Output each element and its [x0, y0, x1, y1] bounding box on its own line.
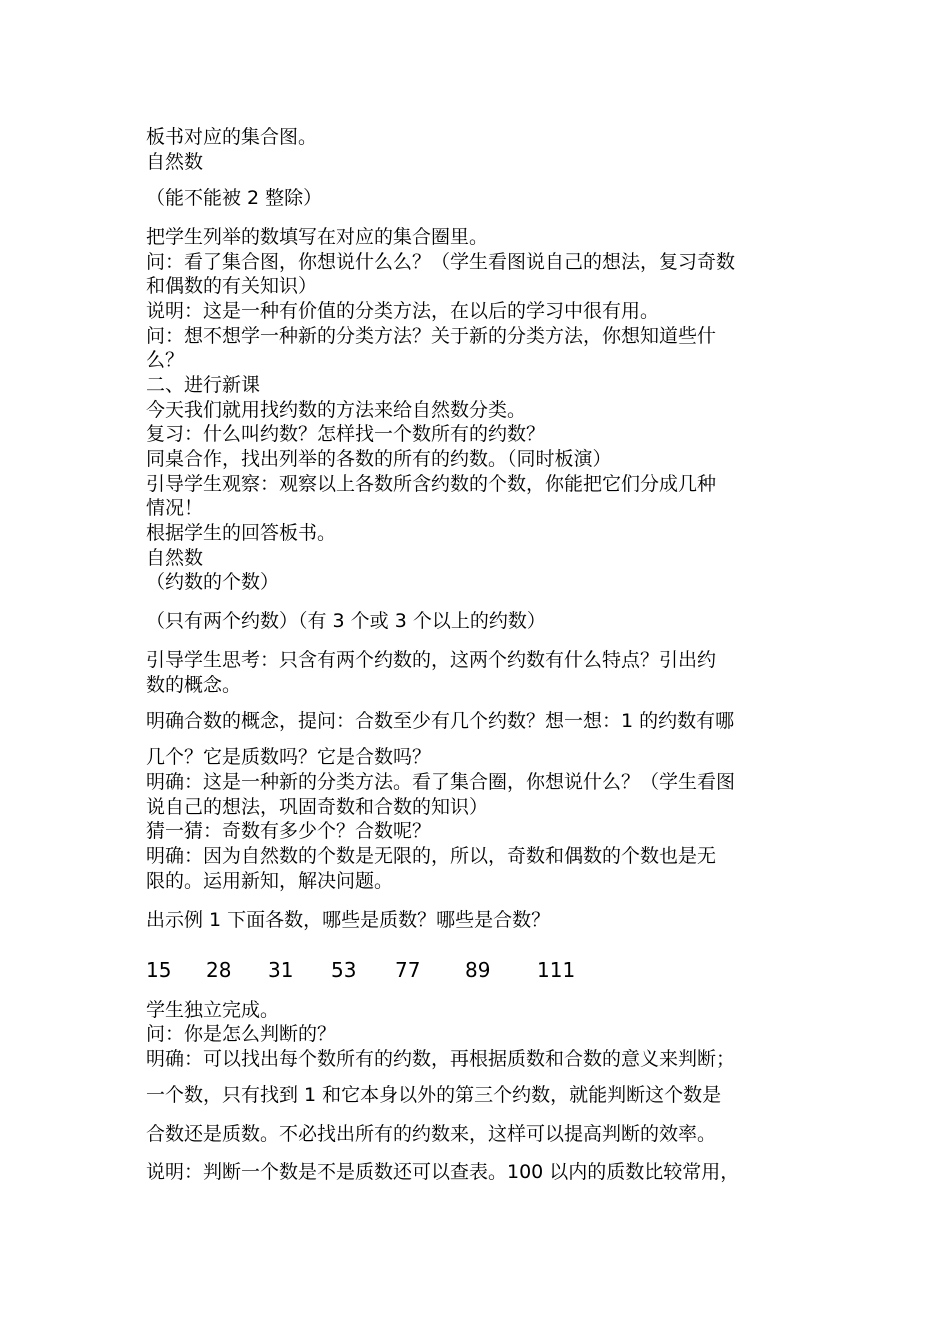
number-item: 111	[537, 958, 576, 982]
text-line: 明确：这是一种新的分类方法。看了集合圈，你想说什么？（学生看图	[146, 771, 736, 793]
text-line: （约数的个数）	[146, 571, 280, 593]
text-line: 合数还是质数。不必找出所有的约数来，这样可以提高判断的效率。	[146, 1123, 717, 1145]
text-line: （只有两个约数）（有 3 个或 3 个以上的约数）	[146, 610, 546, 632]
text-line: 一个数，只有找到 1 和它本身以外的第三个约数，就能判断这个数是	[146, 1084, 722, 1106]
number-item: 89	[465, 958, 491, 982]
text-line: 限的。运用新知，解决问题。	[146, 870, 394, 892]
text-line: 说自己的想法，巩固奇数和合数的知识）	[146, 796, 489, 818]
text-line: 明确：因为自然数的个数是无限的，所以，奇数和偶数的个数也是无	[146, 845, 717, 867]
example-numbers	[146, 957, 575, 983]
text-line: 复习：什么叫约数？怎样找一个数所有的约数？	[146, 423, 546, 445]
text-line: 明确：可以找出每个数所有的约数，再根据质数和合数的意义来判断；	[146, 1048, 736, 1070]
number-item: 15	[146, 958, 172, 982]
text-line: 引导学生观察：观察以上各数所含约数的个数，你能把它们分成几种	[146, 473, 717, 495]
text-line: 板书对应的集合图。	[146, 126, 318, 148]
text-line: 猜一猜：奇数有多少个？合数呢？	[146, 820, 432, 842]
text-line: 引导学生思考：只含有两个约数的，这两个约数有什么特点？引出约	[146, 649, 717, 671]
text-line: 问：想不想学一种新的分类方法？关于新的分类方法，你想知道些什	[146, 325, 717, 347]
text-line: 情况！	[146, 497, 204, 519]
text-line: 根据学生的回答板书。	[146, 522, 337, 544]
number-item: 31	[268, 958, 294, 982]
text-line: 把学生列举的数填写在对应的集合圈里。	[146, 226, 489, 248]
text-line: 二、进行新课	[146, 374, 261, 396]
text-line: （能不能被 2 整除）	[146, 187, 323, 209]
text-line: 问：看了集合图，你想说什么么？（学生看图说自己的想法，复习奇数	[146, 251, 736, 273]
text-line: 自然数	[146, 547, 204, 569]
text-line: 几个？它是质数吗？它是合数吗？	[146, 746, 432, 768]
text-line: 同桌合作，找出列举的各数的所有的约数。（同时板演）	[146, 448, 612, 470]
number-item: 53	[331, 958, 357, 982]
text-line: 问：你是怎么判断的？	[146, 1023, 337, 1045]
text-line: 明确合数的概念，提问：合数至少有几个约数？想一想：1 的约数有哪	[146, 710, 735, 732]
text-line: 出示例 1 下面各数，哪些是质数？哪些是合数？	[146, 909, 551, 931]
text-line: 学生独立完成。	[146, 999, 280, 1021]
text-line: 和偶数的有关知识）	[146, 275, 318, 297]
number-item: 77	[395, 958, 421, 982]
text-line: 说明：这是一种有价值的分类方法，在以后的学习中很有用。	[146, 300, 660, 322]
text-line: 说明：判断一个数是不是质数还可以查表。100 以内的质数比较常用，	[146, 1161, 740, 1183]
text-line: 数的概念。	[146, 674, 242, 696]
text-line: 自然数	[146, 151, 204, 173]
text-line: 么？	[146, 349, 185, 371]
text-line: 今天我们就用找约数的方法来给自然数分类。	[146, 399, 527, 421]
number-item: 28	[206, 958, 232, 982]
